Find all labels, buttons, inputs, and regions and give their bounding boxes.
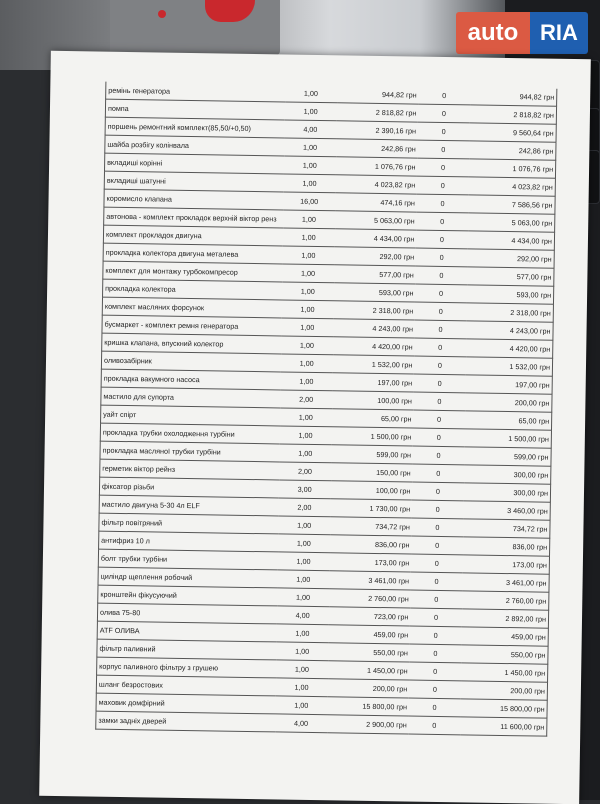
item-price: 577,00 грн [334, 265, 416, 284]
logo-ria-part: RIA [530, 12, 588, 54]
item-discount: 0 [415, 320, 466, 339]
item-sum: 200,00 грн [460, 681, 547, 700]
item-sum: 3 461,00 грн [462, 573, 549, 592]
item-name: поршень ремонтний комплект(85,50/+0,50) [105, 117, 284, 138]
item-qty: 1,00 [276, 624, 328, 643]
item-sum: 4 420,00 грн [466, 339, 553, 358]
item-price: 1 450,00 грн [328, 661, 410, 680]
item-price: 599,00 грн [331, 445, 413, 464]
item-sum: 200,00 грн [465, 393, 552, 412]
item-qty: 1,00 [282, 246, 334, 265]
item-sum: 11 600,00 грн [460, 717, 547, 736]
item-price: 593,00 грн [334, 283, 416, 302]
item-name: антифриз 10 л [99, 531, 278, 552]
item-discount: 0 [417, 194, 468, 213]
item-qty: 1,00 [283, 228, 335, 247]
item-qty: 4,00 [284, 120, 336, 139]
item-name: бусмаркет - комплект ремня генератора [102, 315, 281, 336]
item-name: кронштейн фікусуючий [98, 585, 277, 606]
item-discount: 0 [412, 500, 463, 519]
item-discount: 0 [414, 374, 465, 393]
item-sum: 2 318,00 грн [466, 303, 553, 322]
item-qty: 16,00 [283, 192, 335, 211]
item-qty: 1,00 [275, 678, 327, 697]
item-name: замки задніх дверей [96, 711, 275, 732]
item-discount: 0 [417, 212, 468, 231]
autoria-watermark-logo [456, 12, 588, 54]
item-price: 2 760,00 грн [329, 589, 411, 608]
item-price: 4 023,82 грн [335, 175, 417, 194]
item-price: 2 900,00 грн [327, 715, 409, 734]
item-discount: 0 [417, 176, 468, 195]
item-qty: 4,00 [277, 606, 329, 625]
item-qty: 1,00 [284, 138, 336, 157]
item-name: прокладка масляної трубки турбіни [100, 441, 279, 462]
item-price: 292,00 грн [334, 247, 416, 266]
item-price: 1 500,00 грн [331, 427, 413, 446]
item-discount: 0 [411, 572, 462, 591]
item-name: кришка клапана, впускний колектор [102, 333, 281, 354]
item-sum: 1 450,00 грн [461, 663, 548, 682]
item-discount: 0 [411, 536, 462, 555]
item-price: 4 420,00 грн [333, 337, 415, 356]
item-discount: 0 [412, 482, 463, 501]
item-price: 944,82 грн [337, 85, 419, 104]
item-price: 1 532,00 грн [333, 355, 415, 374]
item-discount: 0 [416, 248, 467, 267]
item-discount: 0 [417, 158, 468, 177]
item-discount: 0 [413, 410, 464, 429]
item-discount: 0 [413, 428, 464, 447]
item-qty: 1,00 [282, 282, 334, 301]
item-price: 197,00 грн [332, 373, 414, 392]
item-qty: 1,00 [280, 372, 332, 391]
item-sum: 2 818,82 грн [469, 105, 556, 124]
item-qty: 1,00 [276, 660, 328, 679]
item-qty: 2,00 [278, 498, 330, 517]
item-qty: 4,00 [275, 714, 327, 733]
item-qty: 1,00 [282, 264, 334, 283]
item-qty: 1,00 [285, 102, 337, 121]
item-discount: 0 [409, 716, 460, 735]
item-price: 1 730,00 грн [330, 499, 412, 518]
item-name: шланг безростових [96, 675, 275, 696]
item-discount: 0 [409, 698, 460, 717]
item-sum: 734,72 грн [463, 519, 550, 538]
item-discount: 0 [414, 392, 465, 411]
item-discount: 0 [411, 554, 462, 573]
item-sum: 1 500,00 грн [464, 429, 551, 448]
item-sum: 4 243,00 грн [466, 321, 553, 340]
item-discount: 0 [413, 446, 464, 465]
item-name: оливозабірник [101, 351, 280, 372]
item-discount: 0 [411, 590, 462, 609]
item-sum: 577,00 грн [467, 267, 554, 286]
item-name: болт трубки турбіни [98, 549, 277, 570]
item-qty: 1,00 [283, 174, 335, 193]
item-price: 150,00 грн [331, 463, 413, 482]
item-qty: 2,00 [279, 462, 331, 481]
item-sum: 15 800,00 грн [460, 699, 547, 718]
item-qty: 1,00 [279, 444, 331, 463]
item-name: комплект масляних форсунок [102, 297, 281, 318]
item-name: маховик домфірний [96, 693, 275, 714]
item-sum: 944,82 грн [470, 87, 557, 106]
item-sum: 65,00 грн [464, 411, 551, 430]
item-qty: 1,00 [275, 696, 327, 715]
item-qty: 1,00 [276, 642, 328, 661]
logo-auto-part: auto [456, 12, 530, 54]
item-name: прокладка колектора двигуна металева [103, 243, 282, 264]
item-price: 65,00 грн [332, 409, 414, 428]
item-price: 242,86 грн [336, 139, 418, 158]
item-sum: 292,00 грн [467, 249, 554, 268]
item-sum: 173,00 грн [462, 555, 549, 574]
item-qty: 1,00 [284, 156, 336, 175]
item-name: комплект для монтажу турбокомпресор [103, 261, 282, 282]
item-sum: 4 023,82 грн [468, 177, 555, 196]
item-name: мастило для супорта [101, 387, 280, 408]
item-qty: 1,00 [285, 84, 337, 102]
item-discount: 0 [410, 608, 461, 627]
item-name: герметик віктор рейнз [100, 459, 279, 480]
item-discount: 0 [415, 338, 466, 357]
item-name: фіксатор різьби [99, 477, 278, 498]
item-qty: 1,00 [278, 534, 330, 553]
item-price: 550,00 грн [328, 643, 410, 662]
item-discount: 0 [418, 122, 469, 141]
item-price: 459,00 грн [328, 625, 410, 644]
item-price: 2 390,16 грн [336, 121, 418, 140]
item-qty: 1,00 [279, 426, 331, 445]
item-qty: 1,00 [281, 354, 333, 373]
item-name: мастило двигуна 5-30 4л ELF [99, 495, 278, 516]
item-discount: 0 [409, 680, 460, 699]
item-sum: 459,00 грн [461, 627, 548, 646]
item-sum: 242,86 грн [469, 141, 556, 160]
item-discount: 0 [415, 284, 466, 303]
item-discount: 0 [415, 302, 466, 321]
item-discount: 0 [418, 87, 469, 105]
item-name: комплект прокладок двигуна [103, 225, 282, 246]
item-discount: 0 [418, 104, 469, 123]
item-sum: 2 760,00 грн [462, 591, 549, 610]
item-price: 200,00 грн [327, 679, 409, 698]
item-name: ATF ОЛИВА [97, 621, 276, 642]
item-name: вкладиші шатунні [104, 171, 283, 192]
item-price: 2 818,82 грн [336, 103, 418, 122]
item-sum: 1 076,76 грн [468, 159, 555, 178]
item-qty: 2,00 [280, 390, 332, 409]
item-price: 100,00 грн [332, 391, 414, 410]
item-discount: 0 [409, 662, 460, 681]
item-qty: 1,00 [277, 588, 329, 607]
item-discount: 0 [414, 356, 465, 375]
item-sum: 7 586,56 грн [468, 195, 555, 214]
item-sum: 5 063,00 грн [468, 213, 555, 232]
item-price: 3 461,00 грн [329, 571, 411, 590]
item-qty: 1,00 [281, 318, 333, 337]
printed-sheet [39, 51, 591, 804]
item-name: корпус паливного фільтру з грушею [97, 657, 276, 678]
item-sum: 4 434,00 грн [467, 231, 554, 250]
item-discount: 0 [416, 230, 467, 249]
item-price: 2 318,00 грн [333, 301, 415, 320]
item-sum: 1 532,00 грн [465, 357, 552, 376]
item-qty: 1,00 [281, 300, 333, 319]
item-price: 836,00 грн [330, 535, 412, 554]
item-name: помпа [105, 99, 284, 120]
item-sum: 2 892,00 грн [461, 609, 548, 628]
item-qty: 3,00 [279, 480, 331, 499]
item-qty: 1,00 [281, 336, 333, 355]
item-name: прокладка трубки охолодження турбіни [100, 423, 279, 444]
item-price: 5 063,00 грн [335, 211, 417, 230]
map-card [110, 0, 280, 55]
item-qty: 1,00 [283, 210, 335, 229]
item-price: 100,00 грн [331, 481, 413, 500]
item-qty: 1,00 [278, 516, 330, 535]
item-sum: 300,00 грн [463, 483, 550, 502]
item-sum: 9 560,64 грн [469, 123, 556, 142]
item-name: фільтр паливний [97, 639, 276, 660]
item-price: 15 800,00 грн [327, 697, 409, 716]
item-discount: 0 [410, 644, 461, 663]
item-price: 1 076,76 грн [336, 157, 418, 176]
item-discount: 0 [410, 626, 461, 645]
item-name: ремінь генератора [106, 82, 285, 102]
item-sum: 550,00 грн [461, 645, 548, 664]
item-name: вкладиші корінні [105, 153, 284, 174]
item-price: 4 434,00 грн [334, 229, 416, 248]
item-name: циліндр щеплення робочий [98, 567, 277, 588]
item-discount: 0 [412, 518, 463, 537]
item-qty: 1,00 [277, 552, 329, 571]
item-name: прокладка колектора [103, 279, 282, 300]
item-name: шайба розбігу колінвала [105, 135, 284, 156]
map-red-dot [158, 10, 166, 18]
item-price: 734,72 грн [330, 517, 412, 536]
item-price: 723,00 грн [329, 607, 411, 626]
item-discount: 0 [413, 464, 464, 483]
item-sum: 197,00 грн [465, 375, 552, 394]
item-price: 173,00 грн [329, 553, 411, 572]
item-name: автонова - комплект прокладок верхній віктор ренз [104, 207, 283, 228]
item-sum: 300,00 грн [464, 465, 551, 484]
item-name: коромисло клапана [104, 189, 283, 210]
item-qty: 1,00 [280, 408, 332, 427]
item-qty: 1,00 [277, 570, 329, 589]
item-sum: 593,00 грн [466, 285, 553, 304]
item-price: 474,16 грн [335, 193, 417, 212]
item-name: уайт спірт [101, 405, 280, 426]
item-price: 4 243,00 грн [333, 319, 415, 338]
item-sum: 3 460,00 грн [463, 501, 550, 520]
item-name: прокладка вакумного насоса [101, 369, 280, 390]
item-name: фільтр повітряний [99, 513, 278, 534]
item-name: олива 75-80 [97, 603, 276, 624]
item-discount: 0 [416, 266, 467, 285]
parts-table [95, 82, 557, 737]
item-sum: 836,00 грн [463, 537, 550, 556]
item-sum: 599,00 грн [464, 447, 551, 466]
item-discount: 0 [418, 140, 469, 159]
